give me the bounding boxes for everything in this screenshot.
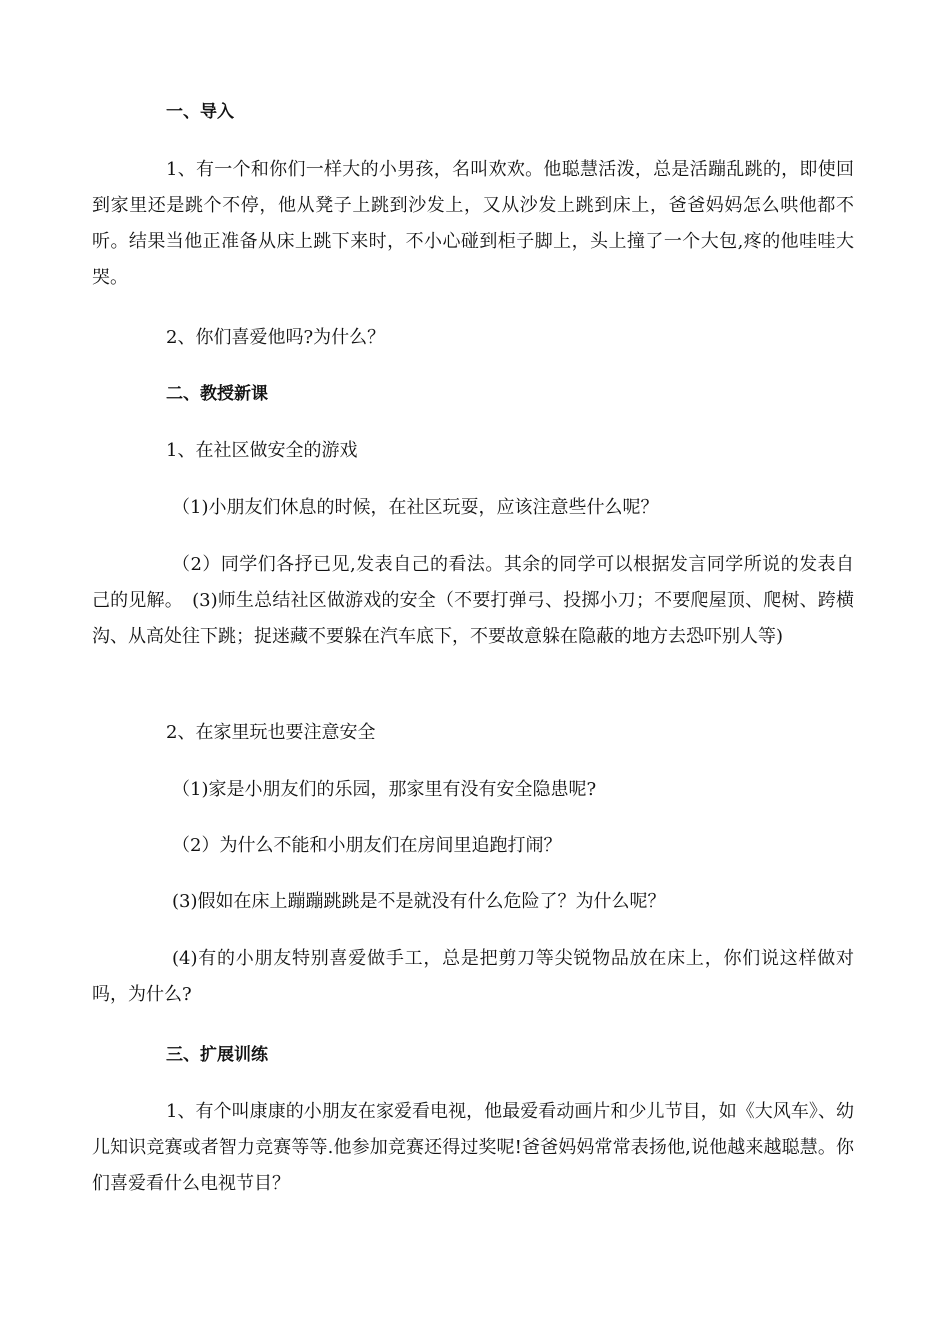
- paragraph: 1、有一个和你们一样大的小男孩，名叫欢欢。他聪慧活泼，总是活蹦乱跳的，即使回到家里还是跳个不停，他从凳子上跳到沙发上，又从沙发上跳到床上，爸爸妈妈怎么哄他都不听。结果当他正准备从床上跳下来时，不小心碰到柜子脚上，头上撞了一个大包,疼的他哇哇大哭。: [92, 159, 854, 288]
- paragraph: 2、在家里玩也要注意安全: [166, 722, 376, 743]
- paragraph: 1、有个叫康康的小朋友在家爱看电视，他最爱看动画片和少儿节目，如《大风车》、幼儿知识竞赛或者智力竞赛等等.他参加竞赛还得过奖呢!爸爸妈妈常常表扬他,说他越来越聪慧。你们喜爱看什么电视节目？: [92, 1101, 854, 1194]
- paragraph: （1)小朋友们休息的时候，在社区玩耍，应该注意些什么呢？: [172, 497, 659, 518]
- paragraph: 1、在社区做安全的游戏: [166, 440, 358, 461]
- paragraph: （2）同学们各抒已见,发表自己的看法。其余的同学可以根据发言同学所说的发表自己的见解。 (3)师生总结社区做游戏的安全（不要打弹弓、投掷小刀；不要爬屋顶、爬树、跨横沟、从高处往下跳；捉迷藏不要躲在汽车底下，不要故意躲在隐蔽的地方去恐吓别人等): [92, 554, 854, 647]
- paragraph: 2、你们喜爱他吗?为什么？: [166, 327, 386, 348]
- section-heading: 一、导入: [166, 102, 234, 122]
- section-heading: 三、扩展训练: [166, 1045, 268, 1065]
- paragraph: （2）为什么不能和小朋友们在房间里追跑打闹？: [172, 835, 562, 856]
- section-heading: 二、教授新课: [166, 384, 268, 404]
- paragraph: (4)有的小朋友特别喜爱做手工，总是把剪刀等尖锐物品放在床上，你们说这样做对吗，为什么?: [92, 948, 854, 1005]
- paragraph: （1)家是小朋友们的乐园，那家里有没有安全隐患呢?: [172, 779, 597, 800]
- paragraph: (3)假如在床上蹦蹦跳跳是不是就没有什么危险了？为什么呢？: [172, 891, 666, 912]
